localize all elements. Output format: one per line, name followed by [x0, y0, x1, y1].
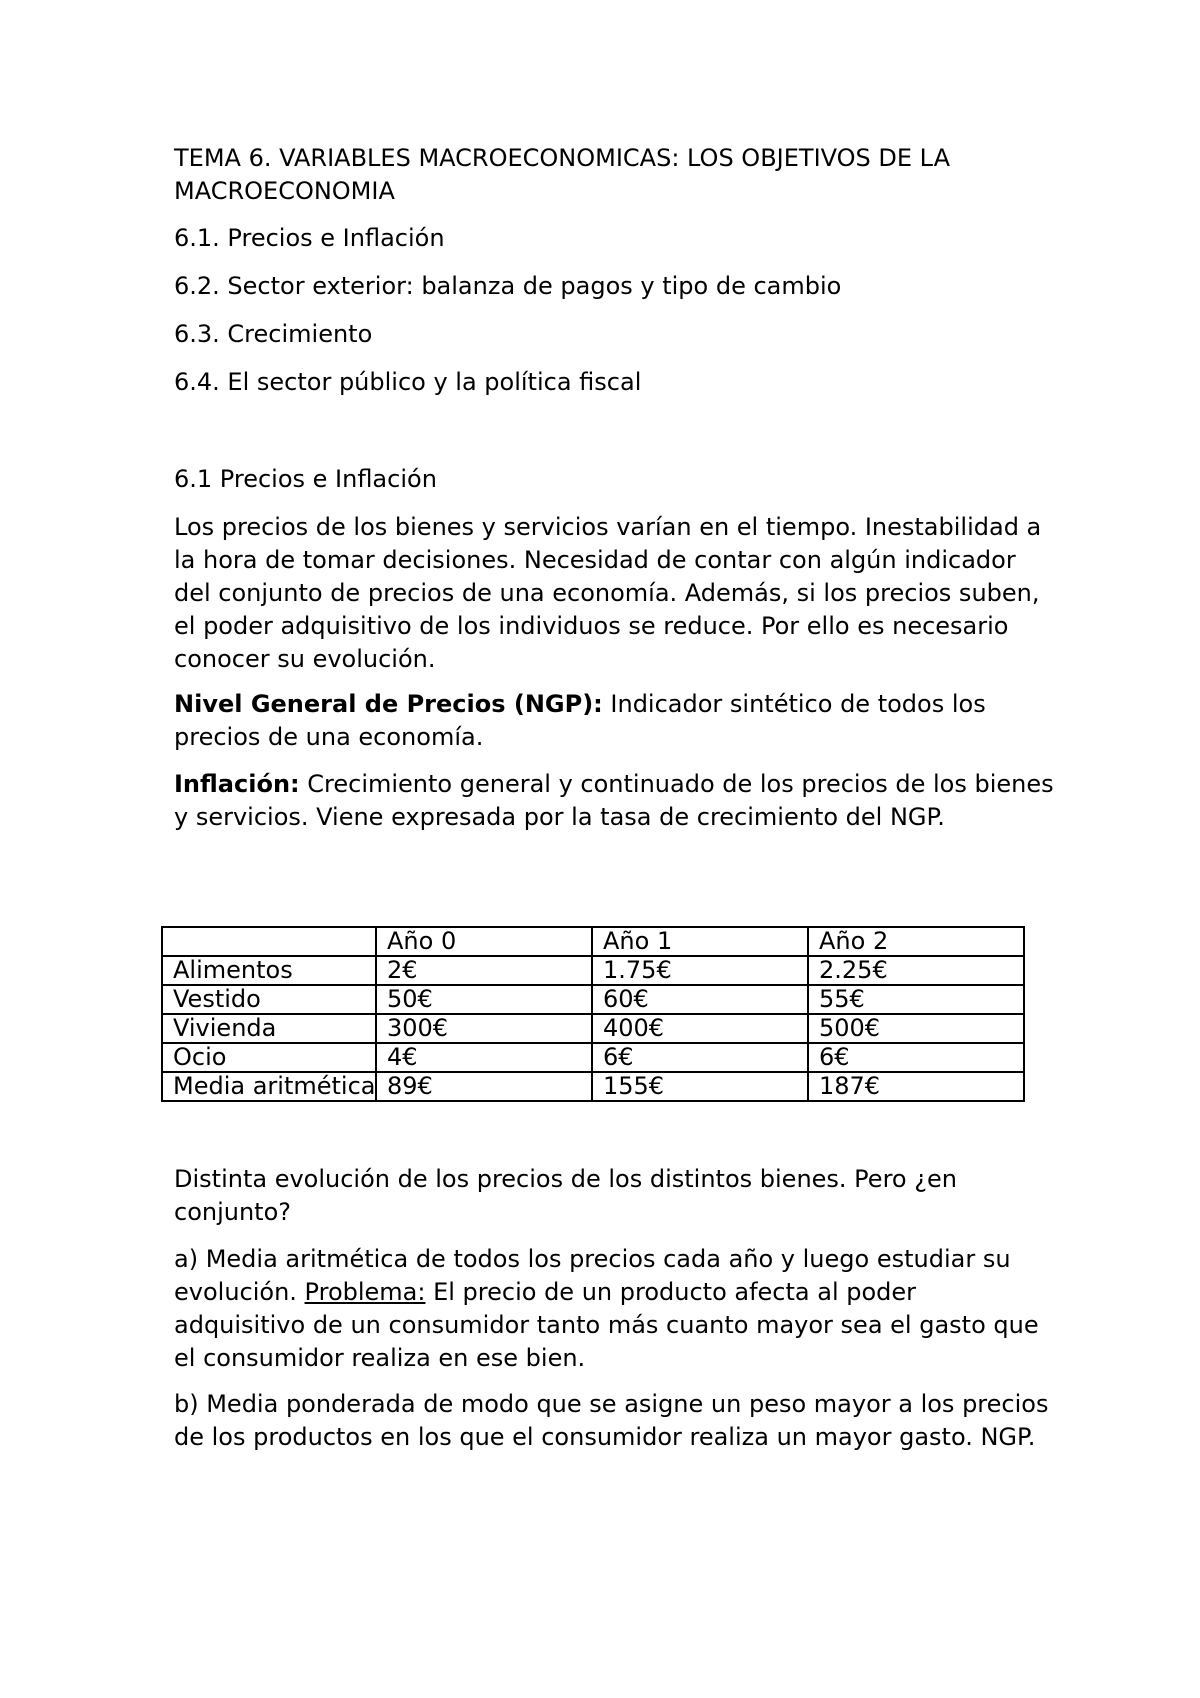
intro-paragraph: Los precios de los bienes y servicios varían en el tiempo. Inestabilidad a la hora de tomar decisiones. Necesidad de contar con algún indicador del conjunto de precios de una economía. Además, si los precios suben, el poder adquisitivo de los individuos se reduce. Por ello es necesario conocer su evolución.: [174, 513, 1042, 673]
table-cell: 500€: [808, 1014, 1024, 1043]
inflacion-term: Inflación:: [174, 770, 300, 798]
table-cell: 300€: [376, 1014, 592, 1043]
table-cell: 2.25€: [808, 956, 1024, 985]
table-cell: Vestido: [162, 985, 376, 1014]
table-cell: 60€: [592, 985, 808, 1014]
table-cell: 55€: [808, 985, 1024, 1014]
table-cell: 50€: [376, 985, 592, 1014]
inflacion-definition: [174, 768, 1054, 834]
table-cell: Alimentos: [162, 956, 376, 985]
question-paragraph: Distinta evolución de los precios de los distintos bienes. Pero ¿en conjunto?: [174, 1165, 957, 1226]
option-a-problem-label: Problema:: [304, 1278, 426, 1306]
table-cell: Vivienda: [162, 1014, 376, 1043]
document-title: [174, 142, 1054, 208]
ngp-definition: [174, 688, 1054, 754]
table-header-cell: Año 1: [592, 927, 808, 956]
ngp-term: Nivel General de Precios (NGP):: [174, 690, 603, 718]
table-row: [162, 985, 1024, 1014]
toc-item-6-1: 6.1. Precios e Inflación: [174, 224, 445, 252]
table-cell: 155€: [592, 1072, 808, 1101]
option-a-after: El precio de un producto afecta al poder adquisitivo de un consumidor tanto más cuanto mayor sea el gasto que el consumidor realiza en ese bien.: [174, 1278, 1039, 1372]
table-row: [162, 1014, 1024, 1043]
ngp-text: Indicador sintético de todos los precios de una economía.: [174, 690, 986, 751]
table-header-cell: Año 2: [808, 927, 1024, 956]
table-header-cell: [162, 927, 376, 956]
table-cell: 89€: [376, 1072, 592, 1101]
table-header-cell: Año 0: [376, 927, 592, 956]
table-cell: 6€: [808, 1043, 1024, 1072]
table-cell: Media aritmética: [162, 1072, 376, 1101]
title-line-1: TEMA 6. VARIABLES MACROECONOMICAS: LOS OBJETIVOS DE LA: [174, 144, 951, 172]
inflacion-text: Crecimiento general y continuado de los precios de los bienes y servicios. Viene expresada por la tasa de crecimiento del NGP.: [174, 770, 1054, 831]
option-a: [174, 1243, 1054, 1375]
option-a-before: a) Media aritmética de todos los precios cada año y luego estudiar su evolución.: [174, 1245, 1011, 1306]
table-cell: 187€: [808, 1072, 1024, 1101]
table-cell: 400€: [592, 1014, 808, 1043]
option-b: b) Media ponderada de modo que se asigne un peso mayor a los precios de los productos en los que el consumidor realiza un mayor gasto. NGP.: [174, 1390, 1049, 1451]
title-line-2: MACROECONOMIA: [174, 177, 395, 205]
table-cell: 6€: [592, 1043, 808, 1072]
table-cell: 1.75€: [592, 956, 808, 985]
table-cell: 4€: [376, 1043, 592, 1072]
table-cell: Ocio: [162, 1043, 376, 1072]
toc-item-6-3: 6.3. Crecimiento: [174, 320, 373, 348]
table-row: [162, 1072, 1024, 1101]
toc-item-6-2: 6.2. Sector exterior: balanza de pagos y tipo de cambio: [174, 272, 842, 300]
section-heading: 6.1 Precios e Inflación: [174, 465, 437, 493]
table-header-row: [162, 927, 1024, 956]
table-cell: 2€: [376, 956, 592, 985]
table-row: [162, 956, 1024, 985]
table-row: [162, 1043, 1024, 1072]
toc-item-6-4: 6.4. El sector público y la política fiscal: [174, 368, 642, 396]
price-table: [161, 926, 1025, 1102]
